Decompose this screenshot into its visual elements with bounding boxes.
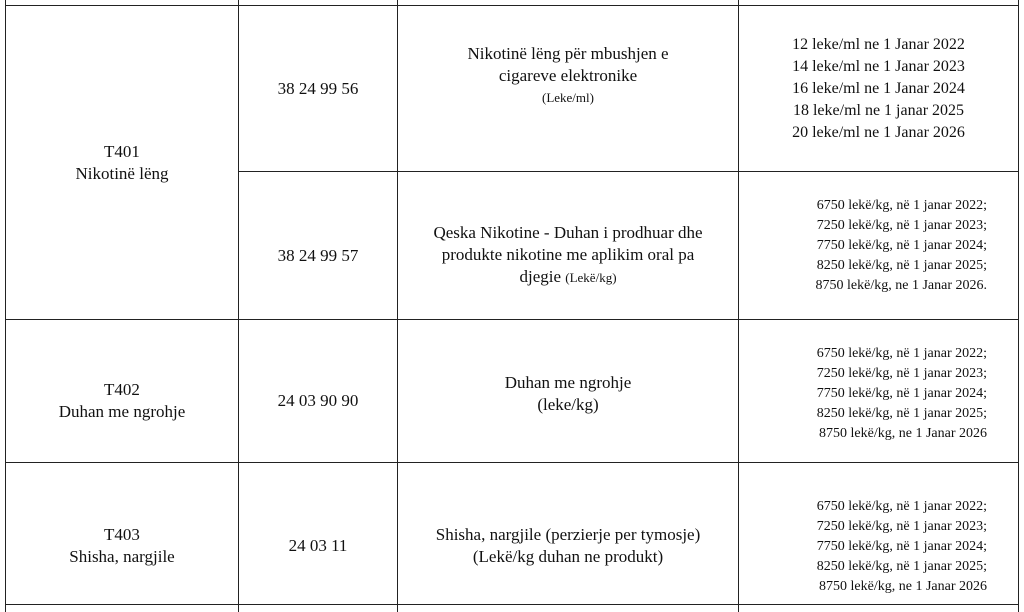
rate-line: 6750 lekë/kg, në 1 janar 2022; <box>816 346 987 361</box>
description-line: Shisha, nargjile (perzierje per tymosje) <box>435 524 701 544</box>
description-line: (leke/kg) <box>537 395 599 414</box>
rate-line: 8250 lekë/kg, në 1 janar 2025; <box>816 257 987 273</box>
group-name: Shisha, nargjile <box>69 546 175 566</box>
tariff-code: 24 03 11 <box>288 535 348 555</box>
rates-cell <box>739 172 987 319</box>
description-cell <box>398 463 738 604</box>
rate-line: 6750 lekë/kg, në 1 janar 2022; <box>816 197 987 213</box>
rate-line: 12 leke/ml ne 1 Janar 2022 <box>792 35 965 53</box>
rate-line: 16 leke/ml ne 1 Janar 2024 <box>792 79 965 97</box>
rate-line: 6750 lekë/kg, në 1 janar 2022; <box>816 498 987 514</box>
description-line: Nikotinë lëng për mbushjen e <box>467 44 669 63</box>
group-code: T402 <box>104 380 140 399</box>
description-line: Duhan me ngrohje <box>504 373 632 392</box>
tariff-code-cell <box>239 463 397 604</box>
tariff-code: 24 03 90 90 <box>277 391 359 410</box>
description-cell <box>398 6 738 146</box>
group-cell-t403 <box>6 463 238 604</box>
description-cell <box>398 320 738 462</box>
rate-line: 7750 lekë/kg, në 1 janar 2024; <box>816 237 987 253</box>
tariff-code: 38 24 99 57 <box>277 245 359 265</box>
group-code: T403 <box>104 524 140 544</box>
rate-line: 18 leke/ml ne 1 janar 2025 <box>792 101 965 119</box>
grid-line <box>1018 0 1019 612</box>
rate-line: 8250 lekë/kg, në 1 janar 2025; <box>816 406 987 421</box>
rate-line: 7750 lekë/kg, në 1 janar 2024; <box>816 386 987 401</box>
unit-label: (Lekë/kg) <box>565 270 617 285</box>
rate-line: 20 leke/ml ne 1 Janar 2026 <box>792 123 965 141</box>
description-line: Qeska Nikotine - Duhan i prodhuar dhe <box>433 223 703 242</box>
rate-line: 14 leke/ml ne 1 Janar 2023 <box>792 57 965 75</box>
rate-line: 7250 lekë/kg, në 1 janar 2023; <box>816 217 987 233</box>
tariff-code-cell <box>239 172 397 319</box>
tariff-code-cell <box>239 6 397 171</box>
rates-cell <box>739 320 987 462</box>
rate-line: 7750 lekë/kg, në 1 janar 2024; <box>816 538 987 554</box>
rate-line: 7250 lekë/kg, në 1 janar 2023; <box>816 366 987 381</box>
description-line: djegie <box>519 267 562 286</box>
rate-line: 8750 lekë/kg, ne 1 Janar 2026. <box>815 277 987 293</box>
description-line: cigareve elektronike <box>498 66 638 85</box>
group-cell-t402 <box>6 320 238 462</box>
group-code: T401 <box>104 141 140 161</box>
description-line: (Lekë/kg duhan ne produkt) <box>472 546 664 566</box>
group-name: Nikotinë lëng <box>75 163 169 183</box>
description-line-with-unit <box>519 266 616 289</box>
tariff-code: 38 24 99 56 <box>277 78 359 98</box>
group-name: Duhan me ngrohje <box>58 402 186 421</box>
description-line: produkte nikotine me aplikim oral pa <box>441 245 695 264</box>
rate-line: 8750 lekë/kg, ne 1 Janar 2026 <box>819 578 987 594</box>
description-cell <box>398 172 738 319</box>
rates-cell <box>739 463 987 604</box>
unit-label: (Leke/ml) <box>542 90 594 105</box>
rate-line: 8250 lekë/kg, në 1 janar 2025; <box>816 558 987 574</box>
group-cell-t401 <box>6 6 238 319</box>
rates-cell <box>739 6 1018 171</box>
rate-line: 7250 lekë/kg, në 1 janar 2023; <box>816 518 987 534</box>
rate-line: 8750 lekë/kg, ne 1 Janar 2026 <box>819 426 987 441</box>
grid-line <box>5 604 1019 605</box>
tariff-code-cell <box>239 320 397 462</box>
